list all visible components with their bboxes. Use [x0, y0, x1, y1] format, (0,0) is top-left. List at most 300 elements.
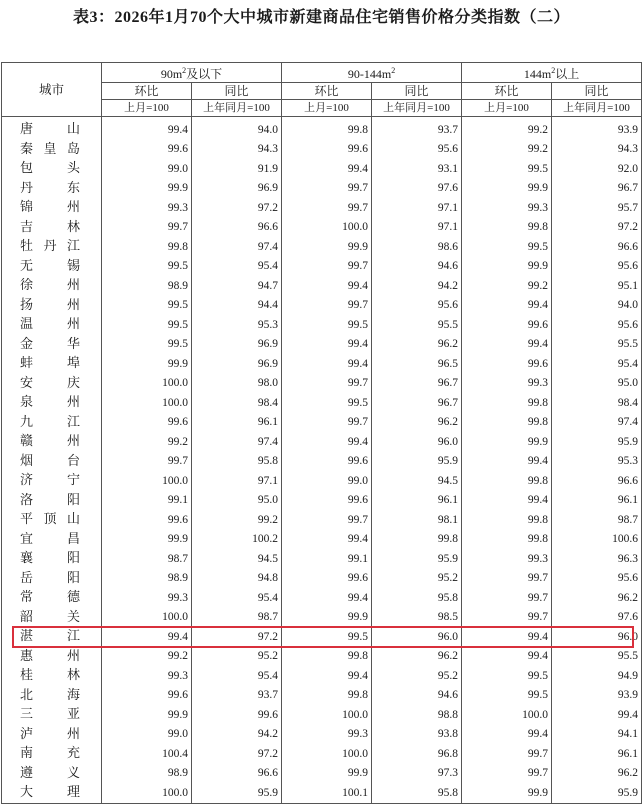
yoy-value: 98.8	[372, 705, 462, 725]
city-cell	[2, 666, 102, 686]
yoy-value: 95.6	[372, 140, 462, 160]
yoy-value: 94.2	[372, 276, 462, 296]
yoy-value: 96.2	[372, 413, 462, 433]
yoy-value: 95.4	[552, 354, 642, 374]
yoy-value: 96.0	[552, 627, 642, 647]
mom-header: 环比	[282, 83, 372, 100]
mom-value: 99.6	[282, 569, 372, 589]
mom-value: 100.0	[102, 608, 192, 628]
mom-value: 99.9	[462, 783, 552, 803]
table-row	[2, 198, 642, 218]
city-name: 徐州	[20, 277, 80, 292]
yoy-base-header: 上年同月=100	[552, 100, 642, 117]
mom-value: 99.9	[282, 237, 372, 257]
yoy-value: 97.1	[372, 198, 462, 218]
mom-value: 99.9	[462, 432, 552, 452]
city-name: 九江	[20, 413, 80, 429]
yoy-value: 97.4	[192, 237, 282, 257]
mom-value: 99.4	[102, 117, 192, 140]
table-row	[2, 335, 642, 355]
yoy-value: 93.7	[372, 117, 462, 140]
mom-value: 99.8	[462, 510, 552, 530]
yoy-value: 96.2	[552, 588, 642, 608]
yoy-value: 95.3	[552, 452, 642, 472]
mom-value: 99.7	[282, 296, 372, 316]
city-name: 常德	[20, 589, 80, 604]
mom-value: 99.4	[462, 452, 552, 472]
mom-value: 99.5	[462, 159, 552, 179]
table-body	[2, 117, 642, 804]
city-cell	[2, 432, 102, 452]
city-cell	[2, 117, 102, 140]
city-name: 锦州	[20, 199, 80, 214]
city-cell	[2, 218, 102, 238]
mom-value: 99.6	[102, 686, 192, 706]
mom-value: 99.6	[282, 491, 372, 511]
mom-value: 99.0	[102, 725, 192, 745]
table-row	[2, 491, 642, 511]
yoy-value: 95.2	[372, 666, 462, 686]
city-cell	[2, 257, 102, 277]
city-name: 安庆	[20, 374, 80, 390]
table-row	[2, 647, 642, 667]
mom-value: 99.2	[102, 432, 192, 452]
yoy-value: 96.3	[552, 549, 642, 569]
city-name: 蚌埠	[20, 355, 80, 370]
city-name: 牡丹江	[20, 238, 80, 253]
yoy-value: 97.1	[192, 471, 282, 491]
city-name: 秦皇岛	[20, 140, 80, 156]
mom-value: 99.3	[462, 198, 552, 218]
table-row	[2, 432, 642, 452]
city-cell	[2, 725, 102, 745]
mom-value: 100.1	[282, 783, 372, 803]
yoy-value: 96.2	[372, 647, 462, 667]
table-row	[2, 725, 642, 745]
yoy-value: 99.8	[372, 530, 462, 550]
city-name: 襄阳	[20, 550, 80, 565]
mom-value: 99.7	[462, 608, 552, 628]
city-cell	[2, 315, 102, 335]
mom-value: 99.2	[462, 140, 552, 160]
mom-value: 99.4	[282, 276, 372, 296]
mom-value: 99.5	[282, 315, 372, 335]
mom-value: 99.8	[282, 647, 372, 667]
mom-value: 99.2	[102, 647, 192, 667]
table-row	[2, 179, 642, 199]
yoy-value: 96.2	[372, 335, 462, 355]
city-cell	[2, 549, 102, 569]
mom-value: 99.3	[102, 588, 192, 608]
yoy-base-header: 上年同月=100	[372, 100, 462, 117]
mom-value: 98.9	[102, 764, 192, 784]
yoy-value: 95.2	[372, 569, 462, 589]
table-row	[2, 530, 642, 550]
yoy-value: 98.0	[192, 374, 282, 394]
mom-value: 99.7	[282, 413, 372, 433]
yoy-value: 94.2	[192, 725, 282, 745]
yoy-value: 98.1	[372, 510, 462, 530]
yoy-value: 95.0	[192, 491, 282, 511]
mom-value: 99.7	[462, 764, 552, 784]
yoy-value: 95.8	[192, 452, 282, 472]
mom-value: 100.0	[102, 374, 192, 394]
yoy-value: 97.6	[372, 179, 462, 199]
mom-value: 99.6	[282, 140, 372, 160]
mom-value: 99.4	[282, 588, 372, 608]
mom-value: 99.1	[102, 491, 192, 511]
yoy-value: 97.2	[192, 744, 282, 764]
mom-value: 99.3	[282, 725, 372, 745]
yoy-value: 96.9	[192, 179, 282, 199]
city-name: 北海	[20, 686, 80, 702]
table-row	[2, 276, 642, 296]
mom-value: 99.7	[282, 374, 372, 394]
group-header-small: $90m^2$及以下	[102, 63, 282, 83]
table-row	[2, 569, 642, 589]
mom-value: 99.4	[462, 491, 552, 511]
mom-value: 99.5	[102, 296, 192, 316]
city-name: 扬州	[20, 296, 80, 312]
yoy-value: 100.6	[552, 530, 642, 550]
mom-value: 99.7	[462, 569, 552, 589]
yoy-value: 98.6	[372, 237, 462, 257]
mom-value: 99.8	[462, 471, 552, 491]
table-row	[2, 413, 642, 433]
city-cell	[2, 179, 102, 199]
yoy-value: 94.6	[372, 257, 462, 277]
mom-value: 99.4	[462, 335, 552, 355]
yoy-value: 97.4	[552, 413, 642, 433]
yoy-value: 95.4	[192, 257, 282, 277]
yoy-value: 96.9	[192, 335, 282, 355]
mom-value: 99.9	[282, 608, 372, 628]
mom-value: 99.8	[462, 530, 552, 550]
mom-value: 99.7	[282, 179, 372, 199]
mom-value: 99.4	[462, 725, 552, 745]
yoy-value: 96.5	[372, 354, 462, 374]
mom-value: 99.4	[102, 627, 192, 647]
table-row	[2, 393, 642, 413]
yoy-value: 95.5	[372, 315, 462, 335]
mom-value: 99.7	[282, 257, 372, 277]
yoy-value: 97.2	[192, 198, 282, 218]
city-name: 唐山	[20, 121, 80, 136]
yoy-value: 96.6	[192, 764, 282, 784]
table-row	[2, 117, 642, 140]
yoy-value: 97.1	[372, 218, 462, 238]
mom-value: 99.9	[462, 179, 552, 199]
yoy-value: 94.8	[192, 569, 282, 589]
city-name: 三亚	[20, 706, 80, 721]
mom-value: 99.9	[102, 354, 192, 374]
yoy-value: 94.1	[552, 725, 642, 745]
mom-value: 99.8	[462, 218, 552, 238]
mom-value: 99.4	[282, 335, 372, 355]
city-name: 宜昌	[20, 530, 80, 546]
mom-value: 99.5	[102, 335, 192, 355]
yoy-value: 95.5	[552, 335, 642, 355]
mom-value: 99.4	[282, 354, 372, 374]
mom-value: 99.6	[102, 140, 192, 160]
table-title: 表3：2026年1月70个大中城市新建商品住宅销售价格分类指数（二）	[72, 9, 570, 26]
yoy-value: 99.6	[192, 705, 282, 725]
yoy-value: 93.9	[552, 686, 642, 706]
mom-value: 99.6	[282, 452, 372, 472]
city-cell	[2, 140, 102, 160]
city-cell	[2, 452, 102, 472]
yoy-value: 94.9	[552, 666, 642, 686]
yoy-value: 99.2	[192, 510, 282, 530]
mom-value: 99.6	[462, 354, 552, 374]
mom-value: 100.0	[282, 744, 372, 764]
yoy-value: 95.6	[552, 315, 642, 335]
yoy-header: 同比	[372, 83, 462, 100]
mom-value: 99.1	[282, 549, 372, 569]
yoy-value: 95.4	[192, 666, 282, 686]
mom-value: 99.7	[282, 510, 372, 530]
yoy-header: 同比	[192, 83, 282, 100]
mom-base-header: 上月=100	[102, 100, 192, 117]
yoy-value: 99.4	[552, 705, 642, 725]
city-cell	[2, 608, 102, 628]
city-cell	[2, 237, 102, 257]
table-row	[2, 764, 642, 784]
city-name: 吉林	[20, 218, 80, 234]
city-cell	[2, 374, 102, 394]
yoy-value: 94.0	[192, 117, 282, 140]
yoy-value: 97.2	[192, 627, 282, 647]
city-cell	[2, 705, 102, 725]
yoy-value: 95.2	[192, 647, 282, 667]
yoy-value: 98.4	[552, 393, 642, 413]
price-index-table	[1, 62, 642, 804]
city-name: 金华	[20, 335, 80, 351]
yoy-value: 96.9	[192, 354, 282, 374]
city-name: 桂林	[20, 667, 80, 682]
yoy-value: 96.0	[372, 432, 462, 452]
yoy-value: 96.8	[372, 744, 462, 764]
yoy-value: 94.4	[192, 296, 282, 316]
city-cell	[2, 354, 102, 374]
yoy-value: 95.4	[192, 588, 282, 608]
yoy-value: 96.1	[372, 491, 462, 511]
mom-value: 100.4	[102, 744, 192, 764]
mom-value: 99.4	[282, 432, 372, 452]
yoy-value: 94.7	[192, 276, 282, 296]
mom-value: 98.9	[102, 569, 192, 589]
city-cell	[2, 198, 102, 218]
city-cell	[2, 686, 102, 706]
table-row	[2, 218, 642, 238]
mom-value: 99.5	[102, 257, 192, 277]
yoy-header: 同比	[552, 83, 642, 100]
yoy-value: 98.7	[192, 608, 282, 628]
city-cell	[2, 471, 102, 491]
mom-value: 99.3	[462, 549, 552, 569]
yoy-value: 96.2	[552, 764, 642, 784]
mom-value: 99.6	[462, 315, 552, 335]
mom-value: 99.5	[462, 237, 552, 257]
mom-base-header: 上月=100	[462, 100, 552, 117]
table-row	[2, 257, 642, 277]
yoy-value: 95.9	[372, 549, 462, 569]
yoy-value: 94.5	[372, 471, 462, 491]
mom-value: 99.6	[102, 413, 192, 433]
yoy-value: 95.5	[552, 647, 642, 667]
city-cell	[2, 335, 102, 355]
mom-value: 99.6	[102, 510, 192, 530]
table-row	[2, 140, 642, 160]
yoy-value: 92.0	[552, 159, 642, 179]
yoy-value: 95.9	[552, 432, 642, 452]
city-name: 洛阳	[20, 491, 80, 507]
yoy-value: 96.1	[192, 413, 282, 433]
city-cell	[2, 393, 102, 413]
table-row	[2, 666, 642, 686]
mom-value: 99.0	[102, 159, 192, 179]
mom-value: 99.4	[462, 627, 552, 647]
mom-value: 100.0	[102, 471, 192, 491]
mom-base-header: 上月=100	[282, 100, 372, 117]
yoy-value: 95.6	[552, 257, 642, 277]
city-name: 无锡	[20, 257, 80, 273]
mom-value: 99.4	[282, 666, 372, 686]
table-row	[2, 354, 642, 374]
yoy-value: 97.3	[372, 764, 462, 784]
city-name: 包头	[20, 160, 80, 175]
city-name: 烟台	[20, 452, 80, 468]
yoy-value: 95.0	[552, 374, 642, 394]
yoy-value: 95.1	[552, 276, 642, 296]
yoy-value: 95.6	[372, 296, 462, 316]
mom-value: 99.7	[462, 588, 552, 608]
yoy-value: 93.1	[372, 159, 462, 179]
city-cell	[2, 510, 102, 530]
city-name: 泸州	[20, 725, 80, 741]
yoy-value: 96.1	[552, 744, 642, 764]
table-row	[2, 549, 642, 569]
yoy-value: 95.7	[552, 198, 642, 218]
mom-value: 100.0	[102, 783, 192, 803]
yoy-value: 94.3	[192, 140, 282, 160]
yoy-value: 96.6	[192, 218, 282, 238]
yoy-value: 96.1	[552, 491, 642, 511]
mom-value: 99.2	[462, 276, 552, 296]
yoy-value: 95.8	[372, 588, 462, 608]
yoy-value: 96.0	[372, 627, 462, 647]
yoy-value: 94.0	[552, 296, 642, 316]
table-row	[2, 471, 642, 491]
mom-value: 98.7	[102, 549, 192, 569]
yoy-value: 94.5	[192, 549, 282, 569]
city-cell	[2, 296, 102, 316]
mom-value: 100.0	[282, 218, 372, 238]
mom-value: 99.8	[462, 393, 552, 413]
city-name: 惠州	[20, 647, 80, 663]
yoy-value: 97.4	[192, 432, 282, 452]
city-name: 韶关	[20, 608, 80, 624]
mom-value: 99.8	[462, 413, 552, 433]
table-row	[2, 627, 642, 647]
mom-value: 99.4	[282, 530, 372, 550]
yoy-value: 96.7	[372, 374, 462, 394]
city-name: 赣州	[20, 433, 80, 448]
table-row	[2, 608, 642, 628]
mom-value: 99.7	[102, 218, 192, 238]
yoy-value: 97.6	[552, 608, 642, 628]
mom-value: 99.7	[282, 198, 372, 218]
yoy-value: 95.9	[552, 783, 642, 803]
yoy-value: 98.7	[552, 510, 642, 530]
yoy-value: 94.3	[552, 140, 642, 160]
mom-value: 99.0	[282, 471, 372, 491]
city-cell	[2, 413, 102, 433]
yoy-value: 91.9	[192, 159, 282, 179]
city-cell	[2, 627, 102, 647]
mom-value: 99.9	[102, 179, 192, 199]
city-cell	[2, 744, 102, 764]
mom-value: 99.9	[102, 705, 192, 725]
city-column-header: 城市	[2, 63, 102, 117]
group-header-large: $144m^2$以上	[462, 63, 642, 83]
table-header	[2, 63, 642, 117]
mom-value: 99.7	[462, 744, 552, 764]
mom-value: 99.8	[102, 237, 192, 257]
mom-value: 98.9	[102, 276, 192, 296]
mom-value: 99.3	[102, 198, 192, 218]
yoy-value: 96.6	[552, 471, 642, 491]
yoy-value: 93.8	[372, 725, 462, 745]
mom-value: 100.0	[102, 393, 192, 413]
mom-value: 99.5	[282, 393, 372, 413]
mom-value: 99.4	[282, 159, 372, 179]
table-row	[2, 783, 642, 803]
mom-value: 100.0	[462, 705, 552, 725]
city-name: 丹东	[20, 179, 80, 195]
city-cell	[2, 276, 102, 296]
mom-value: 99.9	[102, 530, 192, 550]
yoy-value: 98.5	[372, 608, 462, 628]
city-cell	[2, 159, 102, 179]
mom-value: 99.5	[282, 627, 372, 647]
city-cell	[2, 491, 102, 511]
mom-value: 99.3	[102, 666, 192, 686]
city-cell	[2, 783, 102, 803]
city-name: 泉州	[20, 394, 80, 409]
table-row	[2, 510, 642, 530]
yoy-value: 96.7	[552, 179, 642, 199]
table-row	[2, 159, 642, 179]
mom-value: 99.9	[282, 764, 372, 784]
city-cell	[2, 764, 102, 784]
mom-value: 99.3	[462, 374, 552, 394]
table-row	[2, 315, 642, 335]
yoy-value: 95.6	[552, 569, 642, 589]
city-name: 温州	[20, 316, 80, 331]
mom-value: 99.4	[462, 296, 552, 316]
yoy-value: 95.9	[372, 452, 462, 472]
city-name: 南充	[20, 745, 80, 760]
table-row	[2, 452, 642, 472]
yoy-value: 93.9	[552, 117, 642, 140]
mom-value: 99.4	[462, 647, 552, 667]
city-name: 湛江	[20, 628, 80, 643]
yoy-value: 95.9	[192, 783, 282, 803]
city-name: 济宁	[20, 472, 80, 487]
mom-value: 99.7	[102, 452, 192, 472]
mom-value: 99.5	[102, 315, 192, 335]
